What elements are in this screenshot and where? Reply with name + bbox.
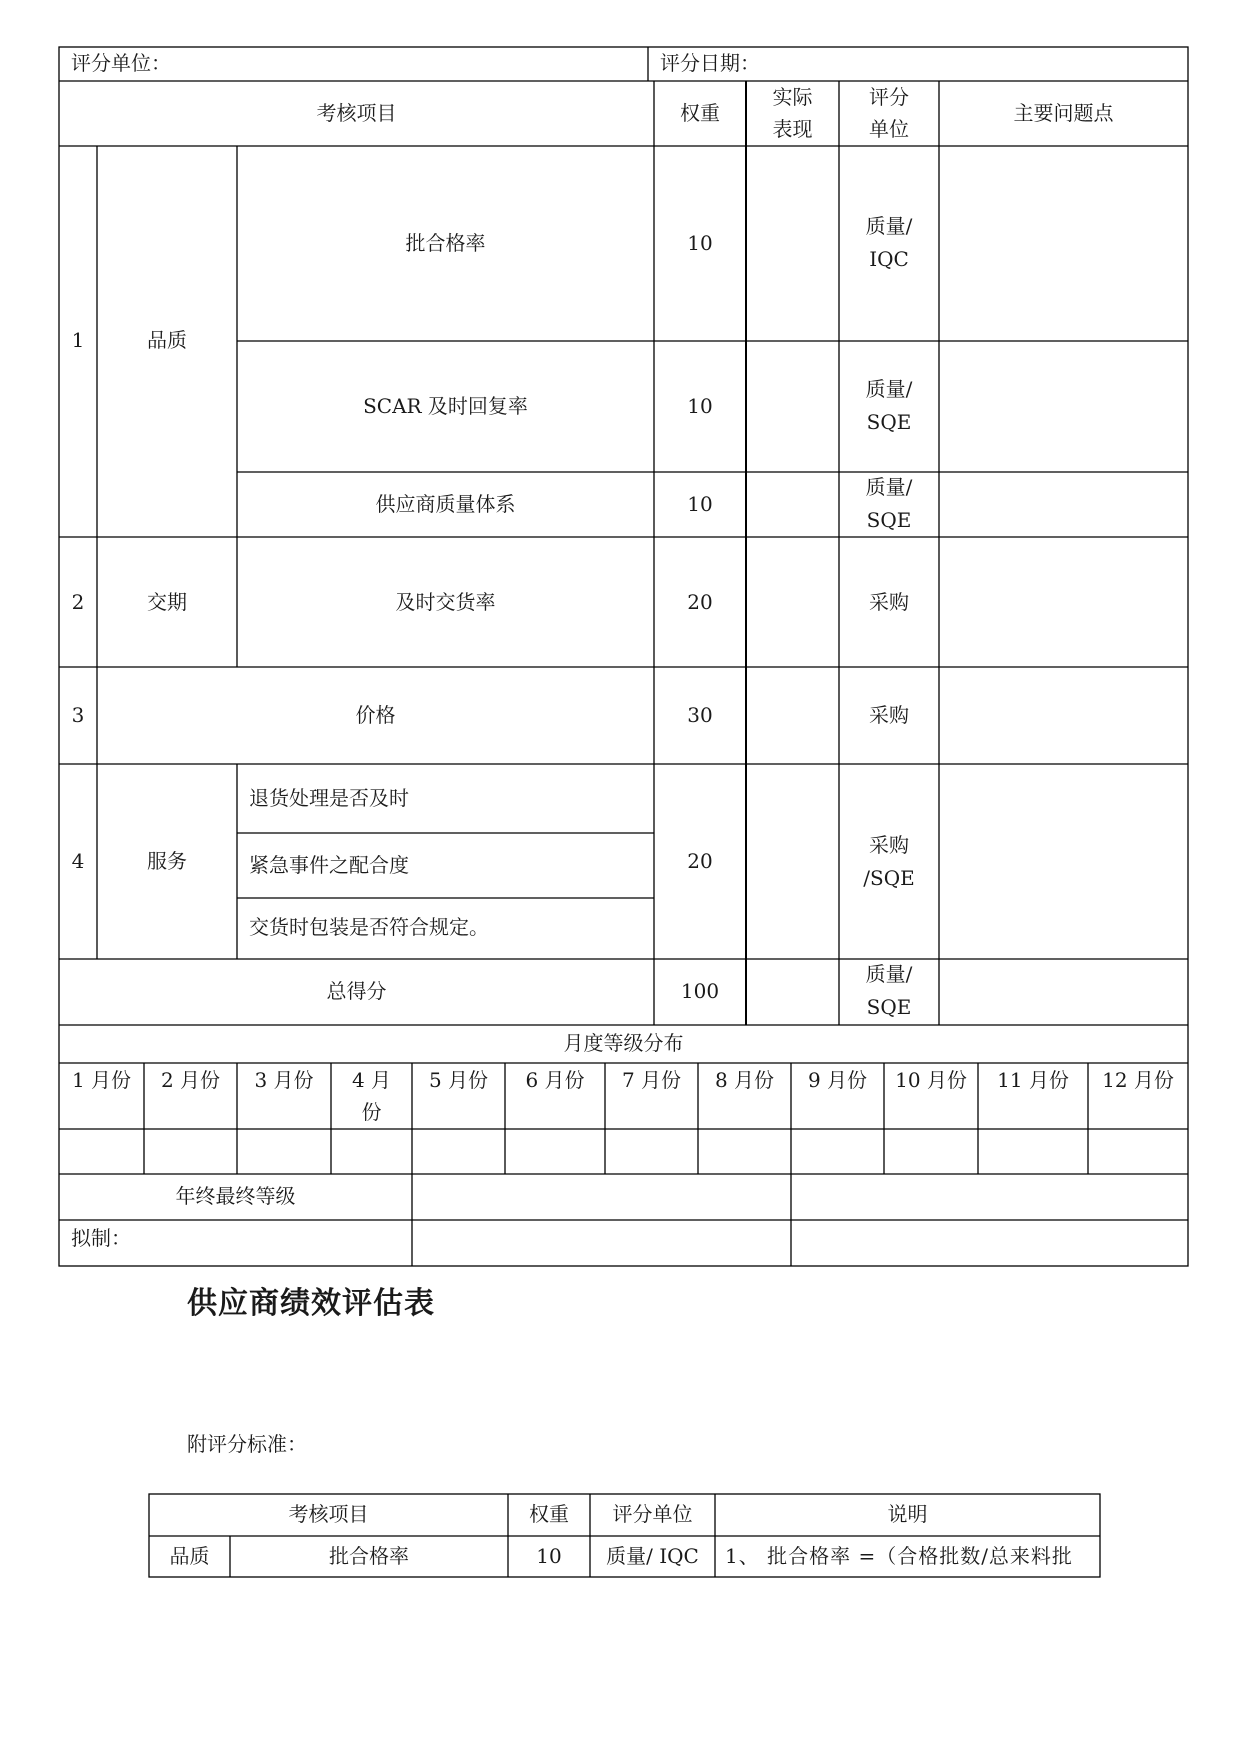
quality-item-weight: 10 bbox=[687, 394, 713, 418]
row-service-category: 服务 bbox=[147, 849, 187, 873]
quality-item-unit-line1: 质量/ bbox=[865, 475, 913, 499]
criteria-row-category: 品质 bbox=[169, 1544, 210, 1568]
month-header: 10 月份 bbox=[895, 1068, 967, 1092]
total-unit-line2: SQE bbox=[866, 995, 912, 1019]
criteria-label: 附评分标准： bbox=[187, 1432, 307, 1456]
price-item-weight: 30 bbox=[687, 703, 713, 727]
total-label: 总得分 bbox=[326, 979, 387, 1003]
row-delivery-no: 2 bbox=[71, 590, 85, 614]
row-service-no: 4 bbox=[71, 849, 85, 873]
column-actual-line1: 实际 bbox=[772, 85, 813, 109]
quality-item-name: 批合格率 bbox=[405, 231, 486, 255]
quality-item-name: SCAR 及时回复率 bbox=[363, 394, 528, 418]
month-header: 3 月份 bbox=[254, 1068, 314, 1092]
price-item-name: 价格 bbox=[355, 703, 396, 727]
quality-item-unit-line1: 质量/ bbox=[865, 214, 913, 238]
month-header: 2 月份 bbox=[160, 1068, 221, 1092]
month-header-wrap: 份 bbox=[361, 1100, 382, 1124]
criteria-row-weight: 10 bbox=[536, 1544, 562, 1568]
month-header: 5 月份 bbox=[428, 1068, 489, 1092]
monthly-title: 月度等级分布 bbox=[563, 1031, 684, 1055]
criteria-row-desc: 1、 批合格率 =（合格批数/总来料批 bbox=[725, 1544, 1073, 1568]
row-delivery-category: 交期 bbox=[147, 590, 187, 614]
month-header: 9 月份 bbox=[807, 1068, 868, 1092]
drafted-by-label: 拟制： bbox=[71, 1226, 131, 1250]
criteria-row-name: 批合格率 bbox=[329, 1544, 409, 1568]
quality-item-weight: 10 bbox=[687, 231, 713, 255]
month-header: 12 月份 bbox=[1102, 1068, 1174, 1092]
row-quality-no: 1 bbox=[71, 328, 85, 352]
criteria-row-unit: 质量/ IQC bbox=[606, 1544, 699, 1568]
column-item: 考核项目 bbox=[316, 101, 397, 125]
service-unit-line1: 采购 bbox=[869, 833, 909, 857]
month-header: 4 月 bbox=[351, 1068, 392, 1092]
delivery-item-name: 及时交货率 bbox=[395, 590, 496, 614]
quality-item-unit-line1: 质量/ bbox=[865, 377, 913, 401]
quality-item-weight: 10 bbox=[687, 492, 713, 516]
service-item: 交货时包装是否符合规定。 bbox=[249, 915, 489, 939]
delivery-item-unit: 采购 bbox=[869, 590, 909, 614]
column-issues: 主要问题点 bbox=[1013, 101, 1114, 125]
column-weight: 权重 bbox=[680, 101, 720, 125]
column-actual-line2: 表现 bbox=[772, 117, 813, 141]
delivery-item-weight: 20 bbox=[687, 590, 713, 614]
month-header: 11 月份 bbox=[997, 1068, 1069, 1092]
column-unit-line2: 单位 bbox=[869, 117, 909, 141]
month-header: 6 月份 bbox=[525, 1068, 585, 1092]
price-item-unit: 采购 bbox=[869, 703, 909, 727]
quality-item-unit-line2: IQC bbox=[869, 247, 909, 271]
total-weight: 100 bbox=[680, 979, 720, 1003]
criteria-header-desc: 说明 bbox=[887, 1502, 928, 1526]
criteria-header-weight: 权重 bbox=[529, 1502, 569, 1526]
column-unit-line1: 评分 bbox=[869, 85, 909, 109]
score-unit-label: 评分单位： bbox=[71, 51, 171, 75]
total-unit-line1: 质量/ bbox=[865, 962, 913, 986]
quality-item-name: 供应商质量体系 bbox=[375, 492, 516, 516]
service-item: 退货处理是否及时 bbox=[249, 786, 409, 810]
month-header: 8 月份 bbox=[714, 1068, 775, 1092]
quality-item-unit-line2: SQE bbox=[866, 410, 912, 434]
month-header: 7 月份 bbox=[621, 1068, 682, 1092]
row-quality-category: 品质 bbox=[147, 328, 187, 352]
criteria-header-unit: 评分单位 bbox=[612, 1502, 693, 1526]
service-weight: 20 bbox=[687, 849, 713, 873]
row-price-no: 3 bbox=[71, 703, 85, 727]
document-title: 供应商绩效评估表 bbox=[187, 1286, 435, 1321]
quality-item-unit-line2: SQE bbox=[866, 508, 912, 532]
service-unit-line2: /SQE bbox=[863, 866, 915, 890]
month-header: 1 月份 bbox=[71, 1068, 132, 1092]
criteria-header-item: 考核项目 bbox=[288, 1502, 369, 1526]
service-item: 紧急事件之配合度 bbox=[249, 853, 409, 877]
final-grade-label: 年终最终等级 bbox=[175, 1184, 296, 1208]
score-date-label: 评分日期： bbox=[660, 51, 760, 75]
